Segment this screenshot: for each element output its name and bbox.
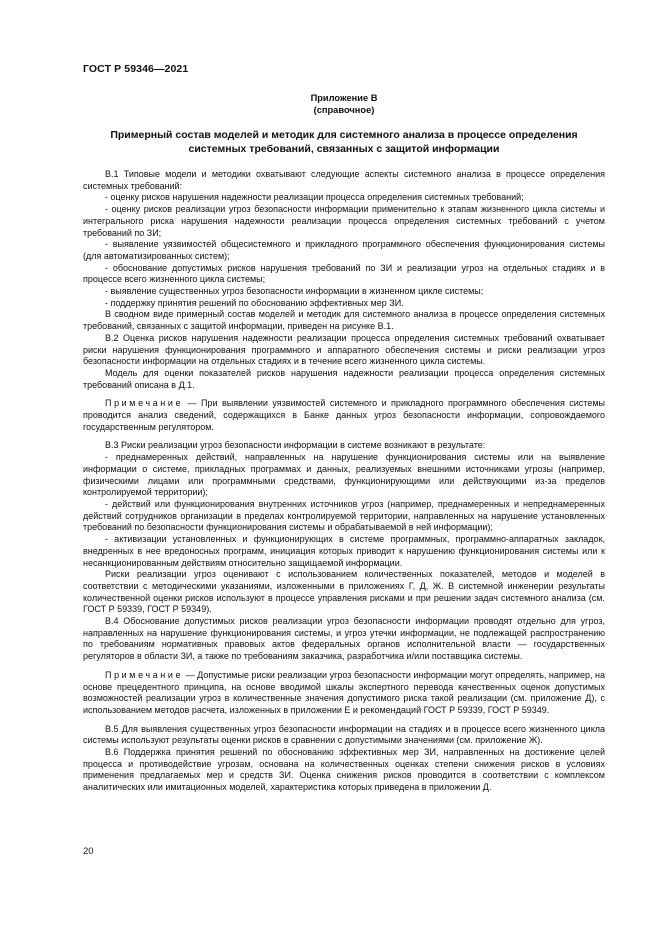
- list-item: - оценку рисков нарушения надежности реализации процесса определения системных требований;: [105, 192, 524, 203]
- list-item: - преднамеренных действий, направленных на нарушение функционирования системы или на выявление информации о системе, прикладных программах и данных, реализуемых внешними источниками угрозы (например, физическими лицами или программными средствами, функционирующими или действующими из-за пределов контролируемой территории);: [83, 452, 605, 498]
- list-item: - поддержку принятия решений по обоснованию эффективных мер ЗИ.: [105, 297, 404, 308]
- page-content: [83, 92, 605, 794]
- paragraph-risk-assessment: Риски реализации угроз оценивают с использованием количественных показателей, методов и моделей в соответствии с методическими указаниями, изложенными в приложениях Г, Д, Ж. В системной инженерии результаты количественной оценки рисков используют в процессе управления рисками и при решении задач системного анализа (см. ГОСТ Р 59339, ГОСТ Р 59349).: [83, 569, 605, 615]
- note-1: [83, 398, 605, 433]
- paragraph-summary: В сводном виде примерный состав моделей и методик для системного анализа в процессе определения системных требований, связанных с защитой информации, приведен на рисунке В.1.: [83, 309, 605, 332]
- list-item: - активизации установленных и функционирующих в системе программных, программно-аппаратных закладок, внедренных в нее вредоносных программ, инициация которых приводит к нарушению функционирования системы или к несанкционированным действиям относительно защищаемой информации.: [83, 534, 605, 568]
- page-number: 20: [83, 846, 94, 857]
- list-item: - действий или функционирования внутренних источников угроз (например, преднамеренных и непреднамеренных действий сотрудников организации в пределах контролируемой территории, направленных на нарушение установленных требований по безопасности функционирования системы и обрабатываемой в ней информации);: [83, 498, 605, 533]
- document-id-header: ГОСТ Р 59346—2021: [83, 63, 189, 75]
- paragraph-model: Модель для оценки показателей рисков нарушения надежности реализации процесса определения системных требований описана в Д.1.: [83, 367, 605, 390]
- note-text: — Допустимые риски реализации угроз безопасности информации могут определять, например, на основе прецедентного принципа, на основе вводимой шкалы экспертного перевода качественных оценок допустимых возможностей реализации угроз в количественные значения допустимого риска такой реализации (см. приложение Д), с использованием методов расчета, изложенных в приложении Е и рекомендаций ГОСТ Р 59339, ГОСТ Р 59349.: [83, 669, 605, 715]
- list-item: - оценку рисков реализации угроз безопасности информации применительно к этапам жизненного цикла системы и интегрального риска нарушения надежности реализации процесса определения системных требований с учетом требований по ЗИ;: [83, 204, 605, 238]
- list-item: - выявление существенных угроз безопасности информации в жизненном цикле системы;: [105, 286, 484, 297]
- paragraph-b3: В.3 Риски реализации угроз безопасности информации в системе возникают в результате:: [105, 440, 486, 451]
- note-label: Примечание: [105, 669, 184, 680]
- paragraph-b6: В.6 Поддержка принятия решений по обоснованию эффективных мер ЗИ, направленных на достижение целей процесса и противодействие угрозам, основана на количественных оценках степени снижения рисков в условиях применения предлагаемых мер и средств ЗИ. Оценка снижения рисков проводится в соответствии с комплексом аналитических или имитационных моделей, характеристика которых приведена в приложении Д.: [83, 747, 605, 793]
- note-text: — При выявлении уязвимостей системного и прикладного программного обеспечения системы проводится анализ сведений, содержащихся в Банке данных угроз безопасности информации, сопровождаемого государственным регулятором.: [83, 398, 605, 432]
- paragraph-b5: В.5 Для выявления существенных угроз безопасности информации на стадиях и в процессе всего жизненного цикла системы используют результаты оценки рисков в сравнении с допустимыми значениями (см. приложение Ж).: [83, 723, 605, 746]
- appendix-title: Примерный состав моделей и методик для системного анализа в процессе определения системных требований, связанных с защитой информации: [110, 129, 578, 155]
- paragraph-b1: В.1 Типовые модели и методики охватывают следующие аспекты системного анализа в процессе определения системных требований:: [83, 169, 605, 191]
- note-2: [83, 670, 605, 717]
- paragraph-b4: В.4 Обоснование допустимых рисков реализации угроз безопасности информации проводят отдельно для угроз, направленных на нарушение функционирования системы, и угроз утечки информации, не подлежащей распространению по требованиям нормативных правовых актов федеральных органов исполнительной власти — государственных регуляторов в области ЗИ, а также по требованиям заказчика, разработчика и/или поставщика системы.: [83, 616, 605, 662]
- appendix-kind: (справочное): [313, 105, 375, 115]
- paragraph-b2: В.2 Оценка рисков нарушения надежности реализации процесса определения системных требований охватывает риски нарушения функционирования программного и аппаратного обеспечения системы и риски реализации угроз безопасности информации на отдельных стадиях и в течение всего жизненного цикла системы.: [83, 332, 605, 367]
- note-label: Примечание: [105, 398, 184, 409]
- list-item: - обоснование допустимых рисков нарушения требований по ЗИ и реализации угроз на отдельных стадиях и в процессе всего жизненного цикла системы;: [83, 262, 605, 285]
- appendix-label: Приложение В: [310, 93, 378, 103]
- list-item: - выявление уязвимостей общесистемного и прикладного программного обеспечения функционирования системы (для автоматизированных систем);: [83, 239, 605, 261]
